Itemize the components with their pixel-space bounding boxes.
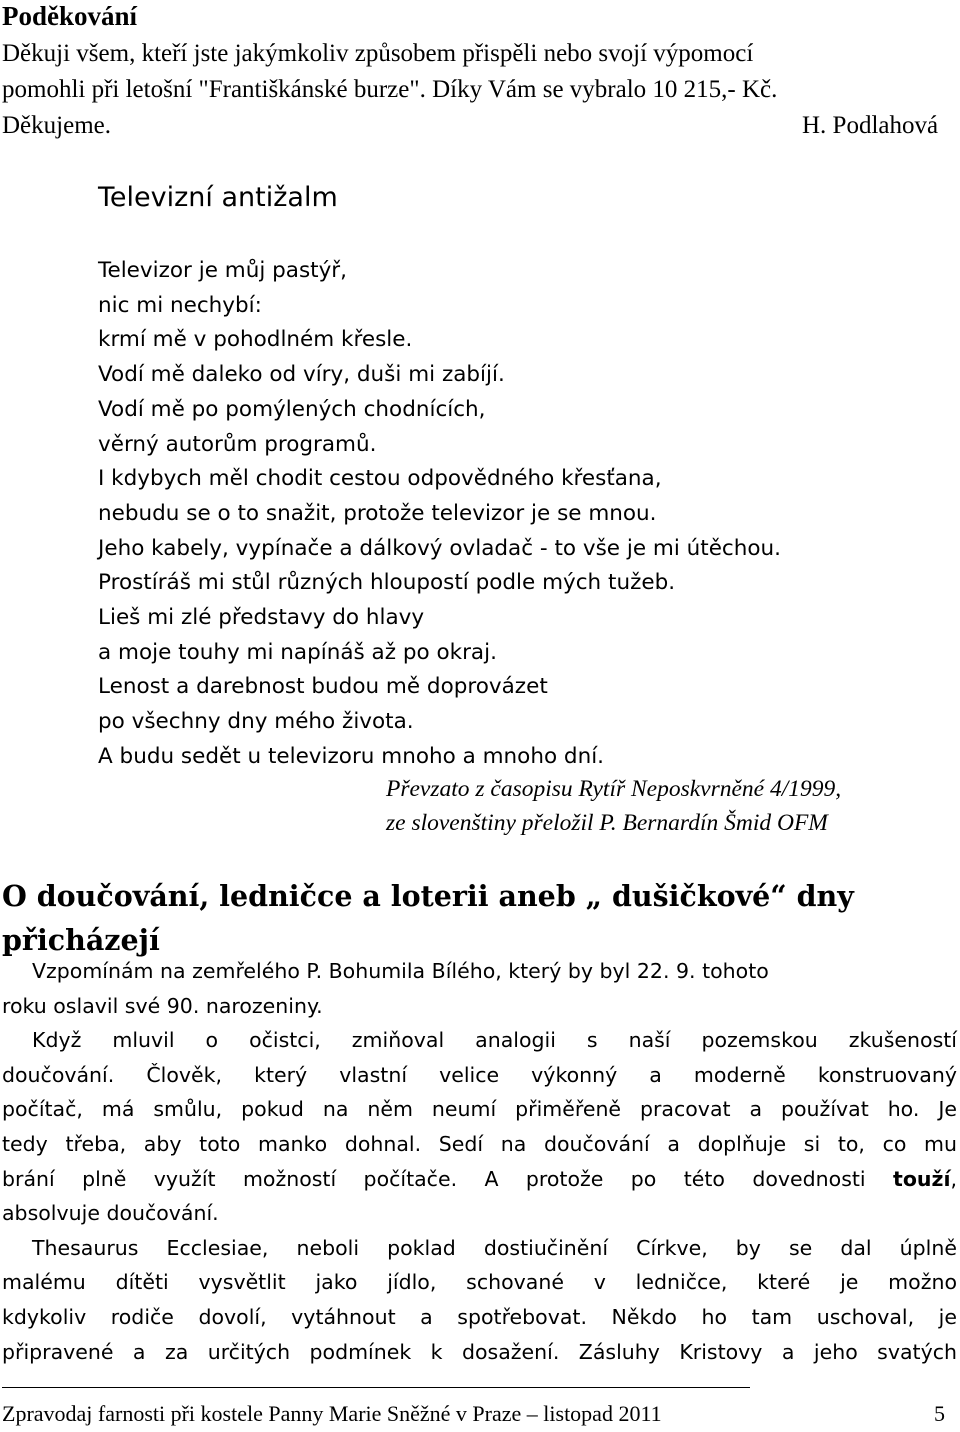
thanks-closing: Děkujeme. <box>2 112 111 139</box>
poem-source <box>386 772 841 840</box>
thanks-signature: H. Podlahová <box>802 112 939 139</box>
article-body <box>2 954 957 1369</box>
source-line: ze slovenštiny přeložil P. Bernardín Šmid OFM <box>386 810 828 836</box>
article-line: Vzpomínám na zemřelého P. Bohumila Bílého, který by byl 22. 9. tohoto <box>32 959 769 983</box>
article-paragraph <box>2 1231 957 1369</box>
emphasized-word: touží <box>893 1166 951 1191</box>
thanks-heading: Poděkování <box>2 1 138 31</box>
article-line: malému dítěti vysvětlit jako jídlo, schované v ledničce, které je možno <box>2 1270 957 1295</box>
poem-line: Lieš mi zlé představy do hlavy <box>98 605 425 631</box>
article-title-line: přicházejí <box>2 923 160 957</box>
article-title <box>2 874 902 962</box>
thanks-body <box>2 36 942 144</box>
source-line: Převzato z časopisu Rytíř Neposkvrněné 4/1999, <box>386 776 842 802</box>
thanks-line: Děkuji všem, kteří jste jakýmkoliv způsobem přispěli nebo svojí výpomocí <box>2 40 754 67</box>
poem-line: nic mi nechybí: <box>98 292 262 318</box>
poem-line: věrný autorům programů. <box>98 431 377 457</box>
article-line: tedy třeba, aby toto manko dohnal. Sedí na doučování a doplňuje si to, co mu <box>2 1131 957 1156</box>
article-line: Thesaurus Ecclesiae, neboli poklad dostiučinění Církve, by se dal úplně <box>32 1235 957 1260</box>
poem-body <box>98 254 958 775</box>
article-line-text: , <box>950 1166 957 1191</box>
article-line: roku oslavil své 90. narozeniny. <box>2 993 323 1018</box>
page-number: 5 <box>934 1401 945 1426</box>
article-line: počítač, má smůlu, pokud na něm neumí přiměřeně pracovat a používat ho. Je <box>2 1097 957 1122</box>
article-line-text: brání plně využít možností počítače. A protože po této dovednosti <box>2 1166 866 1191</box>
article-line: kdykoliv rodiče dovolí, vytáhnout a spotřebovat. Někdo ho tam uschoval, je <box>2 1304 957 1329</box>
thanks-signoff <box>2 108 942 144</box>
article-line <box>2 1162 957 1197</box>
article-paragraph <box>2 1023 957 1231</box>
poem-line: Jeho kabely, vypínače a dálkový ovladač - to vše je mi útěchou. <box>98 535 781 561</box>
poem-line: I kdybych měl chodit cestou odpovědného křesťana, <box>98 466 662 492</box>
thanks-line: pomohli při letošní "Františkánské burze". Díky Vám se vybralo 10 215,- Kč. <box>2 76 778 103</box>
article-paragraph <box>2 954 957 1023</box>
poem-line: nebudu se o to snažit, protože televizor je se mnou. <box>98 500 657 526</box>
footer-divider <box>2 1387 750 1388</box>
poem-line: A budu sedět u televizoru mnoho a mnoho dní. <box>98 743 605 769</box>
poem-line: Lenost a darebnost budou mě doprovázet <box>98 674 548 700</box>
poem-line: Prostíráš mi stůl různých hloupostí podle mých tužeb. <box>98 570 676 596</box>
article-line: absolvuje doučování. <box>2 1201 219 1226</box>
article-line: Když mluvil o očistci, zmiňoval analogii s naší pozemskou zkušeností <box>32 1028 957 1053</box>
footer-text: Zpravodaj farnosti při kostele Panny Marie Sněžné v Praze – listopad 2011 <box>2 1401 662 1426</box>
poem-line: a moje touhy mi napínáš až po okraj. <box>98 639 497 665</box>
article-line: připravené a za určitých podmínek k dosažení. Zásluhy Kristovy a jeho svatých <box>2 1339 957 1364</box>
poem-line: Vodí mě po pomýlených chodnících, <box>98 396 486 422</box>
poem-line: Televizor je můj pastýř, <box>98 258 347 283</box>
poem-line: Vodí mě daleko od víry, duši mi zabíjí. <box>98 362 505 388</box>
article-title-line: O doučování, ledničce a loterii aneb „ dušičkové“ dny <box>2 879 854 913</box>
poem-title: Televizní antižalm <box>98 182 338 213</box>
article-line: doučování. Člověk, který vlastní velice výkonný a moderně konstruovaný <box>2 1062 957 1087</box>
poem-line: po všechny dny mého života. <box>98 709 414 735</box>
poem-line: krmí mě v pohodlném křesle. <box>98 327 413 353</box>
